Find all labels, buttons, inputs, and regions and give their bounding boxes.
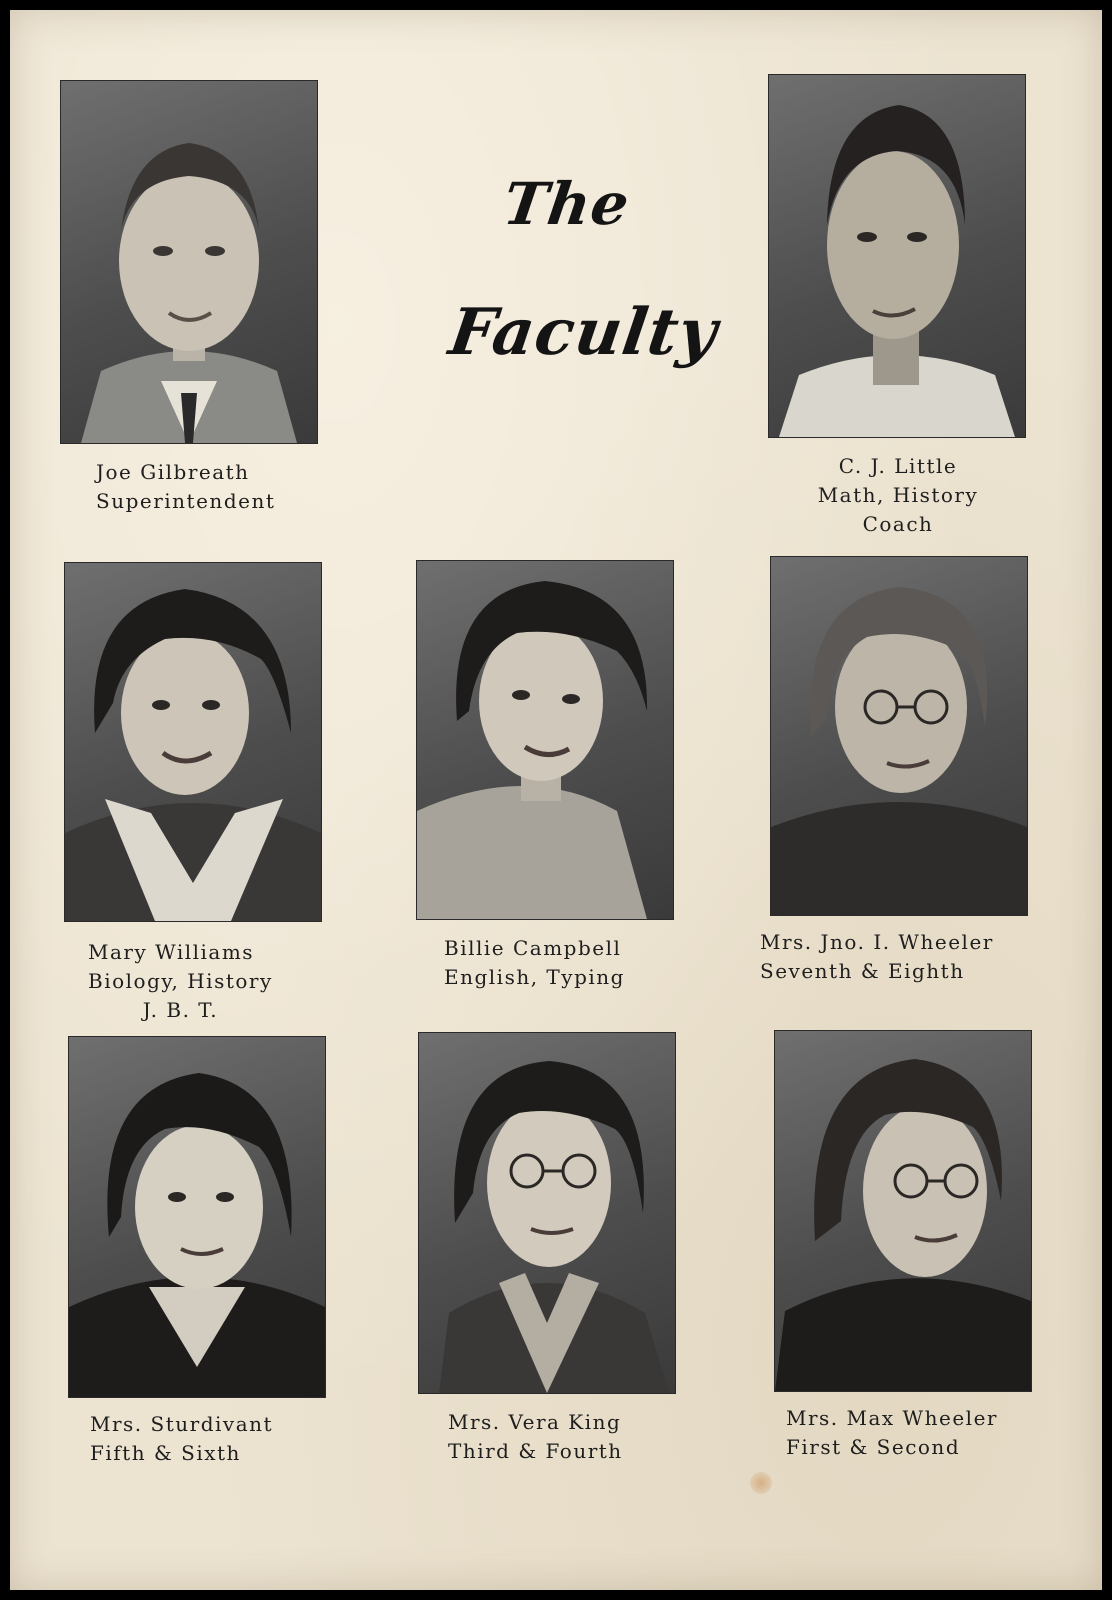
caption-cj-little: [808, 452, 988, 539]
faculty-name: C. J. Little: [838, 454, 958, 478]
faculty-role: Fifth & Sixth: [90, 1441, 241, 1465]
faculty-role: English, Typing: [444, 965, 625, 989]
portrait-cj-little: [768, 74, 1026, 438]
portrait-mrs-max-wheeler: [774, 1030, 1032, 1392]
yearbook-page: [10, 10, 1102, 1590]
faculty-role: First & Second: [786, 1435, 961, 1459]
faculty-role: Seventh & Eighth: [760, 959, 965, 983]
faculty-role: Coach: [862, 512, 934, 536]
portrait-joe-gilbreath: [60, 80, 318, 444]
portrait-mary-williams: [64, 562, 322, 922]
portrait-billie-campbell: [416, 560, 674, 920]
faculty-role: Third & Fourth: [448, 1439, 623, 1463]
faculty-name: Mrs. Vera King: [448, 1410, 622, 1434]
faculty-name: Joe Gilbreath: [96, 460, 250, 484]
faculty-role: Biology, History: [88, 969, 273, 993]
faculty-role: J. B. T.: [142, 998, 219, 1022]
caption-mrs-max-wheeler: [786, 1404, 998, 1462]
faculty-role: Math, History: [817, 483, 979, 507]
page-title-line-1: The: [499, 170, 635, 238]
faculty-name: Billie Campbell: [444, 936, 622, 960]
faculty-name: Mrs. Sturdivant: [90, 1412, 274, 1436]
page-title-line-2: Faculty: [444, 295, 723, 370]
portrait-mrs-sturdivant: [68, 1036, 326, 1398]
caption-mary-williams: [88, 938, 273, 1025]
faculty-role: Superintendent: [96, 489, 276, 513]
caption-mrs-sturdivant: [90, 1410, 273, 1468]
faculty-name: Mrs. Jno. I. Wheeler: [760, 930, 994, 954]
faculty-name: Mary Williams: [88, 940, 255, 964]
caption-joe-gilbreath: [96, 458, 275, 516]
caption-mrs-vera-king: [448, 1408, 623, 1466]
paper-stain: [750, 1472, 772, 1494]
faculty-name: Mrs. Max Wheeler: [786, 1406, 998, 1430]
portrait-mrs-vera-king: [418, 1032, 676, 1394]
caption-mrs-jno-wheeler: [760, 928, 994, 986]
caption-billie-campbell: [444, 934, 625, 992]
portrait-mrs-jno-wheeler: [770, 556, 1028, 916]
